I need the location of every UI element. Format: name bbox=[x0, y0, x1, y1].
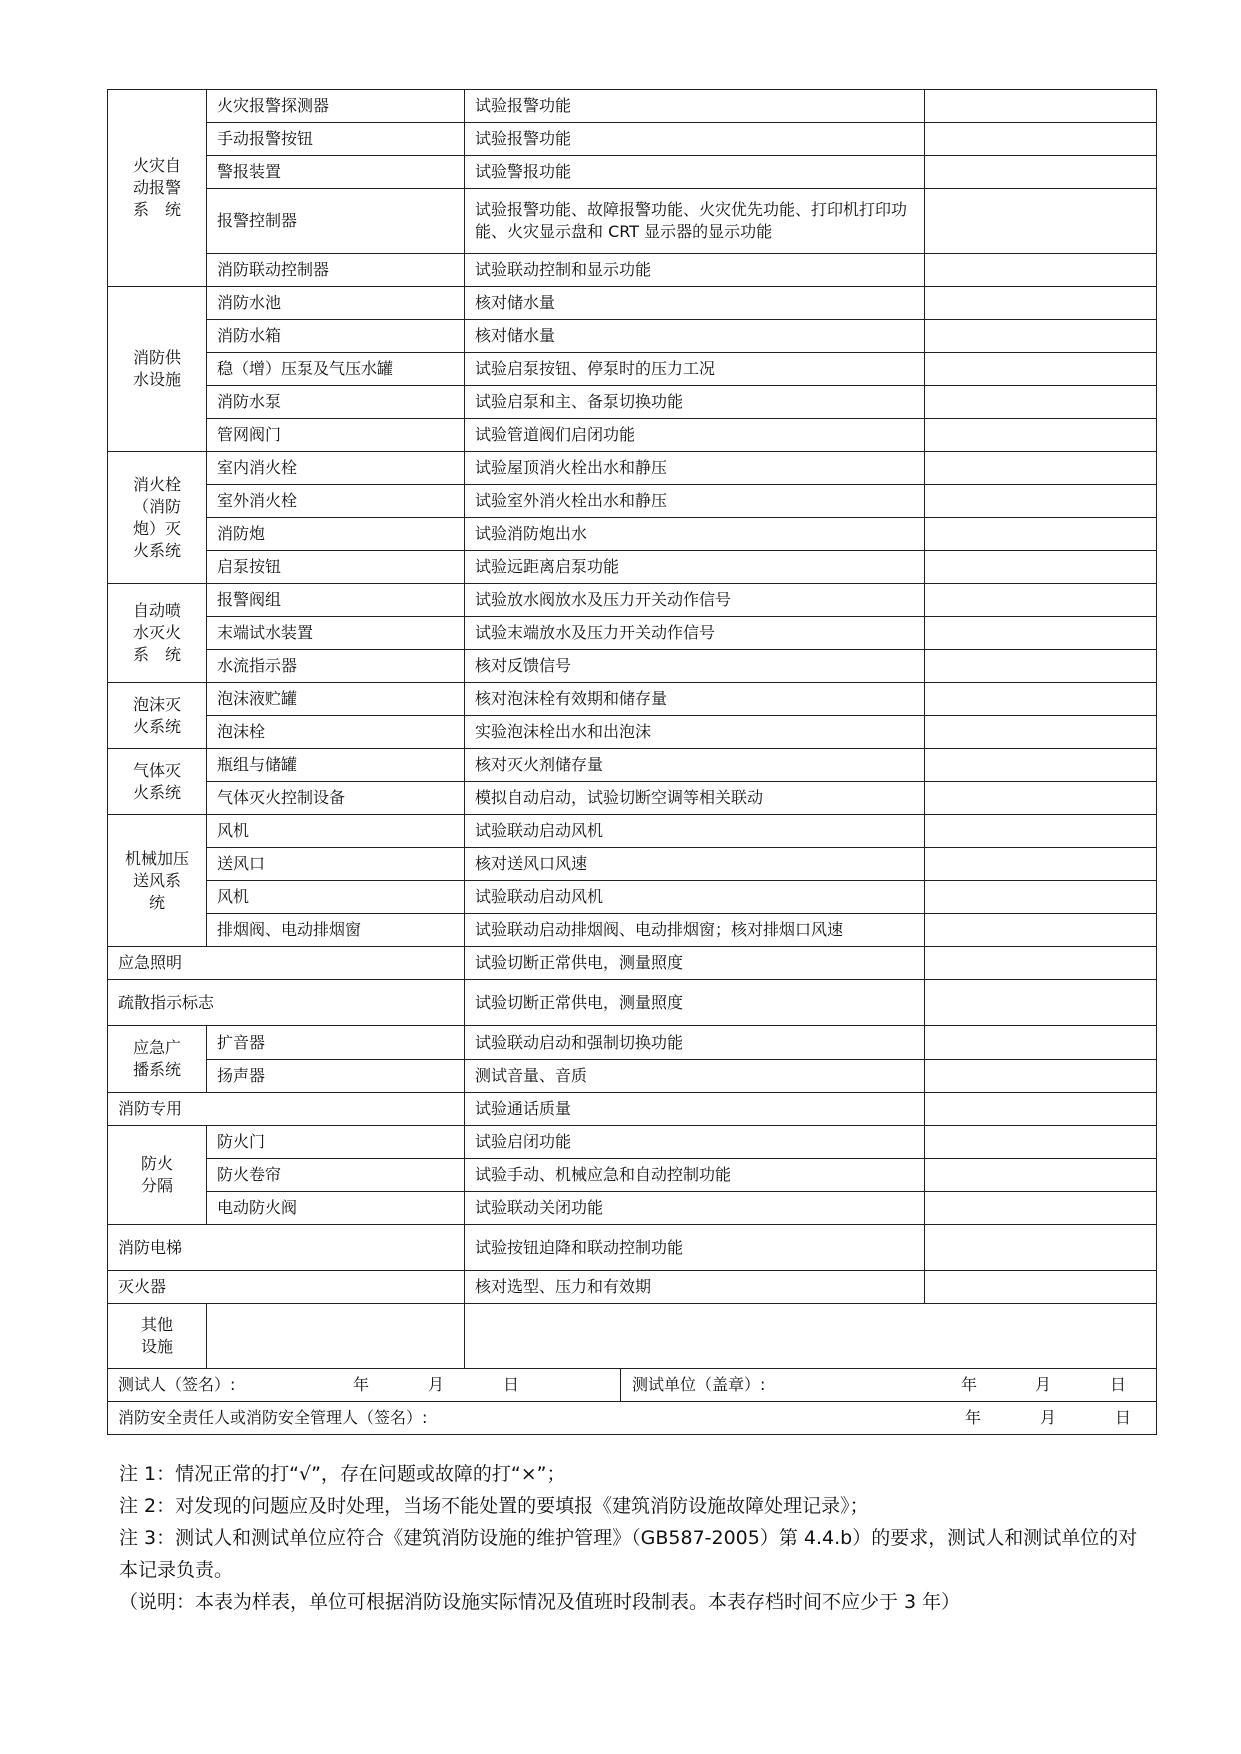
item-cell: 泡沫栓 bbox=[207, 716, 465, 749]
content-cell: 试验联动启动和强制切换功能 bbox=[465, 1026, 925, 1060]
table-row bbox=[108, 1093, 1157, 1126]
item-cell: 手动报警按钮 bbox=[207, 123, 465, 156]
result-cell[interactable] bbox=[925, 189, 1157, 254]
item-cell[interactable] bbox=[207, 1304, 465, 1369]
content-cell: 试验切断正常供电，测量照度 bbox=[465, 980, 925, 1026]
result-cell[interactable] bbox=[925, 485, 1157, 518]
result-cell[interactable] bbox=[925, 518, 1157, 551]
unit-label: 测试单位（盖章）: bbox=[632, 1375, 766, 1394]
result-cell[interactable] bbox=[925, 782, 1157, 815]
table-row bbox=[108, 1271, 1157, 1304]
table-row bbox=[108, 320, 1157, 353]
result-cell[interactable] bbox=[925, 1093, 1157, 1126]
content-cell: 实验泡沫栓出水和出泡沫 bbox=[465, 716, 925, 749]
result-cell[interactable] bbox=[925, 914, 1157, 947]
table-row bbox=[108, 551, 1157, 584]
signature-divider bbox=[620, 1369, 621, 1401]
category-label: 防火 分隔 bbox=[140, 1154, 173, 1195]
note-explanation: （说明：本表为样表，单位可根据消防设施实际情况及值班时段制表。本表存档时间不应少于 3 年） bbox=[119, 1591, 961, 1613]
table-row bbox=[108, 1026, 1157, 1060]
item-cell: 瓶组与储罐 bbox=[207, 749, 465, 782]
result-cell[interactable] bbox=[925, 1060, 1157, 1093]
content-cell: 试验放水阀放水及压力开关动作信号 bbox=[465, 584, 925, 617]
category-cell bbox=[108, 90, 207, 287]
category-label: 气体灭 火系统 bbox=[132, 760, 181, 802]
result-cell[interactable] bbox=[925, 1026, 1157, 1060]
content-cell: 试验切断正常供电，测量照度 bbox=[465, 947, 925, 980]
result-cell[interactable] bbox=[925, 584, 1157, 617]
category-cell bbox=[108, 452, 207, 584]
table-row bbox=[108, 1159, 1157, 1192]
category-cell: 消防专用 bbox=[108, 1093, 465, 1126]
result-cell[interactable] bbox=[925, 1225, 1157, 1271]
note-1: 注 1：情况正常的打“√”，存在问题或故障的打“×”； bbox=[119, 1463, 566, 1485]
content-cell: 试验联动控制和显示功能 bbox=[465, 254, 925, 287]
category-label: 消火栓 （消防 炮）灭 火系统 bbox=[132, 474, 181, 560]
content-cell: 核对储水量 bbox=[465, 287, 925, 320]
table-row bbox=[108, 287, 1157, 320]
result-cell[interactable] bbox=[925, 617, 1157, 650]
content-cell: 试验启泵和主、备泵切换功能 bbox=[465, 386, 925, 419]
category-cell bbox=[108, 1026, 207, 1093]
content-cell: 试验联动启动风机 bbox=[465, 815, 925, 848]
table-row bbox=[108, 90, 1157, 123]
table-row bbox=[108, 815, 1157, 848]
table-row bbox=[108, 123, 1157, 156]
item-cell: 防火门 bbox=[207, 1126, 465, 1159]
table-row bbox=[108, 156, 1157, 189]
item-cell: 防火卷帘 bbox=[207, 1159, 465, 1192]
tester-day-label: 日 bbox=[503, 1375, 520, 1394]
table-row bbox=[108, 1304, 1157, 1369]
result-cell[interactable] bbox=[925, 716, 1157, 749]
table-row bbox=[108, 617, 1157, 650]
manager-day-label: 日 bbox=[1115, 1408, 1132, 1427]
manager-month-label: 月 bbox=[1040, 1408, 1057, 1427]
table-row bbox=[108, 518, 1157, 551]
result-cell[interactable] bbox=[925, 90, 1157, 123]
tester-year-label: 年 bbox=[353, 1375, 370, 1394]
result-cell[interactable] bbox=[925, 452, 1157, 485]
unit-month-label: 月 bbox=[1035, 1375, 1052, 1394]
inspection-table bbox=[107, 89, 1157, 1435]
category-label: 泡沫灭 火系统 bbox=[132, 694, 181, 736]
table-row bbox=[108, 452, 1157, 485]
signature-row bbox=[108, 1402, 1157, 1435]
content-cell: 核对反馈信号 bbox=[465, 650, 925, 683]
item-cell: 消防水泵 bbox=[207, 386, 465, 419]
content-cell: 试验警报功能 bbox=[465, 156, 925, 189]
table-row bbox=[108, 683, 1157, 716]
content-cell: 试验末端放水及压力开关动作信号 bbox=[465, 617, 925, 650]
category-cell: 应急照明 bbox=[108, 947, 465, 980]
result-cell[interactable] bbox=[925, 419, 1157, 452]
item-cell: 风机 bbox=[207, 881, 465, 914]
category-cell: 灭火器 bbox=[108, 1271, 465, 1304]
tester-label: 测试人（签名）: bbox=[118, 1375, 236, 1394]
content-cell: 核对泡沫栓有效期和储存量 bbox=[465, 683, 925, 716]
content-cell: 试验手动、机械应急和自动控制功能 bbox=[465, 1159, 925, 1192]
unit-day-label: 日 bbox=[1110, 1375, 1127, 1394]
content-cell: 试验联动启动风机 bbox=[465, 881, 925, 914]
table-row bbox=[108, 189, 1157, 254]
item-cell: 扬声器 bbox=[207, 1060, 465, 1093]
table-row bbox=[108, 650, 1157, 683]
item-cell: 末端试水装置 bbox=[207, 617, 465, 650]
category-label: 消防供 水设施 bbox=[132, 348, 181, 389]
result-cell[interactable] bbox=[925, 1271, 1157, 1304]
result-cell[interactable] bbox=[925, 1159, 1157, 1192]
item-cell: 室外消火栓 bbox=[207, 485, 465, 518]
content-cell: 试验屋顶消火栓出水和静压 bbox=[465, 452, 925, 485]
category-label: 其他 设施 bbox=[140, 1315, 173, 1356]
manager-signature-line bbox=[108, 1402, 1156, 1434]
table-row bbox=[108, 254, 1157, 287]
item-cell: 泡沫液贮罐 bbox=[207, 683, 465, 716]
item-cell: 警报装置 bbox=[207, 156, 465, 189]
table-row bbox=[108, 1192, 1157, 1225]
item-cell: 风机 bbox=[207, 815, 465, 848]
content-cell: 试验室外消火栓出水和静压 bbox=[465, 485, 925, 518]
content-cell: 试验报警功能 bbox=[465, 90, 925, 123]
content-cell: 试验报警功能 bbox=[465, 123, 925, 156]
item-cell: 消防联动控制器 bbox=[207, 254, 465, 287]
table-row bbox=[108, 980, 1157, 1026]
result-cell[interactable] bbox=[925, 320, 1157, 353]
content-cell: 试验启泵按钮、停泵时的压力工况 bbox=[465, 353, 925, 386]
result-cell[interactable] bbox=[925, 353, 1157, 386]
content-cell: 试验管道阀们启闭功能 bbox=[465, 419, 925, 452]
table-row bbox=[108, 782, 1157, 815]
item-cell: 消防水池 bbox=[207, 287, 465, 320]
table-row bbox=[108, 386, 1157, 419]
category-cell bbox=[108, 1126, 207, 1225]
result-cell[interactable] bbox=[925, 287, 1157, 320]
result-cell[interactable] bbox=[925, 386, 1157, 419]
table-row bbox=[108, 848, 1157, 881]
category-cell bbox=[108, 683, 207, 749]
note-3: 注 3：测试人和测试单位应符合《建筑消防设施的维护管理》（GB587-2005）第 4.4.b）的要求，测试人和测试单位的对本记录负责。 bbox=[119, 1527, 1138, 1581]
item-cell: 送风口 bbox=[207, 848, 465, 881]
table-row bbox=[108, 1060, 1157, 1093]
item-cell: 稳（增）压泵及气压水罐 bbox=[207, 353, 465, 386]
item-cell: 管网阀门 bbox=[207, 419, 465, 452]
table-row bbox=[108, 749, 1157, 782]
result-cell[interactable] bbox=[925, 815, 1157, 848]
result-cell[interactable] bbox=[925, 123, 1157, 156]
content-cell: 试验联动关闭功能 bbox=[465, 1192, 925, 1225]
result-cell[interactable] bbox=[925, 683, 1157, 716]
category-cell bbox=[108, 287, 207, 452]
content-cell: 核对送风口风速 bbox=[465, 848, 925, 881]
content-cell: 试验报警功能、故障报警功能、火灾优先功能、打印机打印功能、火灾显示盘和 CRT 显示器的显示功能 bbox=[465, 189, 925, 254]
item-cell: 报警控制器 bbox=[207, 189, 465, 254]
category-cell: 消防电梯 bbox=[108, 1225, 465, 1271]
result-cell[interactable] bbox=[925, 947, 1157, 980]
table-row bbox=[108, 1225, 1157, 1271]
item-cell: 消防水箱 bbox=[207, 320, 465, 353]
item-cell: 报警阀组 bbox=[207, 584, 465, 617]
content-cell: 核对储水量 bbox=[465, 320, 925, 353]
result-cell[interactable] bbox=[925, 1192, 1157, 1225]
category-label: 应急广 播系统 bbox=[132, 1038, 181, 1079]
manager-label: 消防安全责任人或消防安全管理人（签名）: bbox=[118, 1408, 428, 1427]
table-row bbox=[108, 947, 1157, 980]
table-row bbox=[108, 1126, 1157, 1159]
table-row bbox=[108, 419, 1157, 452]
table-row bbox=[108, 914, 1157, 947]
table-row bbox=[108, 716, 1157, 749]
table-row bbox=[108, 485, 1157, 518]
content-cell: 核对选型、压力和有效期 bbox=[465, 1271, 925, 1304]
item-cell: 扩音器 bbox=[207, 1026, 465, 1060]
unit-year-label: 年 bbox=[961, 1375, 978, 1394]
result-cell[interactable] bbox=[925, 749, 1157, 782]
category-label: 自动喷 水灭火 系 统 bbox=[132, 601, 181, 664]
result-cell[interactable] bbox=[925, 650, 1157, 683]
result-cell[interactable] bbox=[925, 881, 1157, 914]
item-cell: 启泵按钮 bbox=[207, 551, 465, 584]
table-row bbox=[108, 353, 1157, 386]
result-cell[interactable] bbox=[925, 1126, 1157, 1159]
item-cell: 气体灭火控制设备 bbox=[207, 782, 465, 815]
result-cell[interactable] bbox=[925, 254, 1157, 287]
tester-month-label: 月 bbox=[428, 1375, 445, 1394]
category-cell bbox=[108, 749, 207, 815]
content-cell: 试验按钮迫降和联动控制功能 bbox=[465, 1225, 925, 1271]
tester-signature-line bbox=[108, 1369, 1156, 1401]
table-row bbox=[108, 584, 1157, 617]
content-cell: 核对灭火剂储存量 bbox=[465, 749, 925, 782]
manager-year-label: 年 bbox=[965, 1408, 982, 1427]
table-row bbox=[108, 881, 1157, 914]
content-cell: 试验联动启动排烟阀、电动排烟窗；核对排烟口风速 bbox=[465, 914, 925, 947]
content-cell: 试验消防炮出水 bbox=[465, 518, 925, 551]
category-cell bbox=[108, 1304, 207, 1369]
result-cell[interactable] bbox=[925, 980, 1157, 1026]
category-label: 机械加压 送风系 统 bbox=[124, 848, 189, 912]
content-cell: 模拟自动启动，试验切断空调等相关联动 bbox=[465, 782, 925, 815]
item-cell: 排烟阀、电动排烟窗 bbox=[207, 914, 465, 947]
content-cell: 试验远距离启泵功能 bbox=[465, 551, 925, 584]
notes-section bbox=[119, 1458, 1149, 1618]
category-label: 火灾自 动报警 系 统 bbox=[132, 156, 181, 219]
result-cell[interactable] bbox=[925, 551, 1157, 584]
content-cell: 测试音量、音质 bbox=[465, 1060, 925, 1093]
item-cell: 水流指示器 bbox=[207, 650, 465, 683]
signature-row bbox=[108, 1369, 1157, 1402]
content-cell: 试验启闭功能 bbox=[465, 1126, 925, 1159]
result-cell[interactable] bbox=[925, 848, 1157, 881]
category-cell bbox=[108, 815, 207, 947]
result-cell[interactable] bbox=[925, 156, 1157, 189]
item-cell: 消防炮 bbox=[207, 518, 465, 551]
item-cell: 电动防火阀 bbox=[207, 1192, 465, 1225]
item-cell: 室内消火栓 bbox=[207, 452, 465, 485]
category-cell bbox=[108, 584, 207, 683]
item-cell: 火灾报警探测器 bbox=[207, 90, 465, 123]
content-cell[interactable] bbox=[465, 1304, 1157, 1369]
note-2: 注 2：对发现的问题应及时处理，当场不能处置的要填报《建筑消防设施故障处理记录》； bbox=[119, 1495, 869, 1517]
content-cell: 试验通话质量 bbox=[465, 1093, 925, 1126]
category-cell: 疏散指示标志 bbox=[108, 980, 465, 1026]
